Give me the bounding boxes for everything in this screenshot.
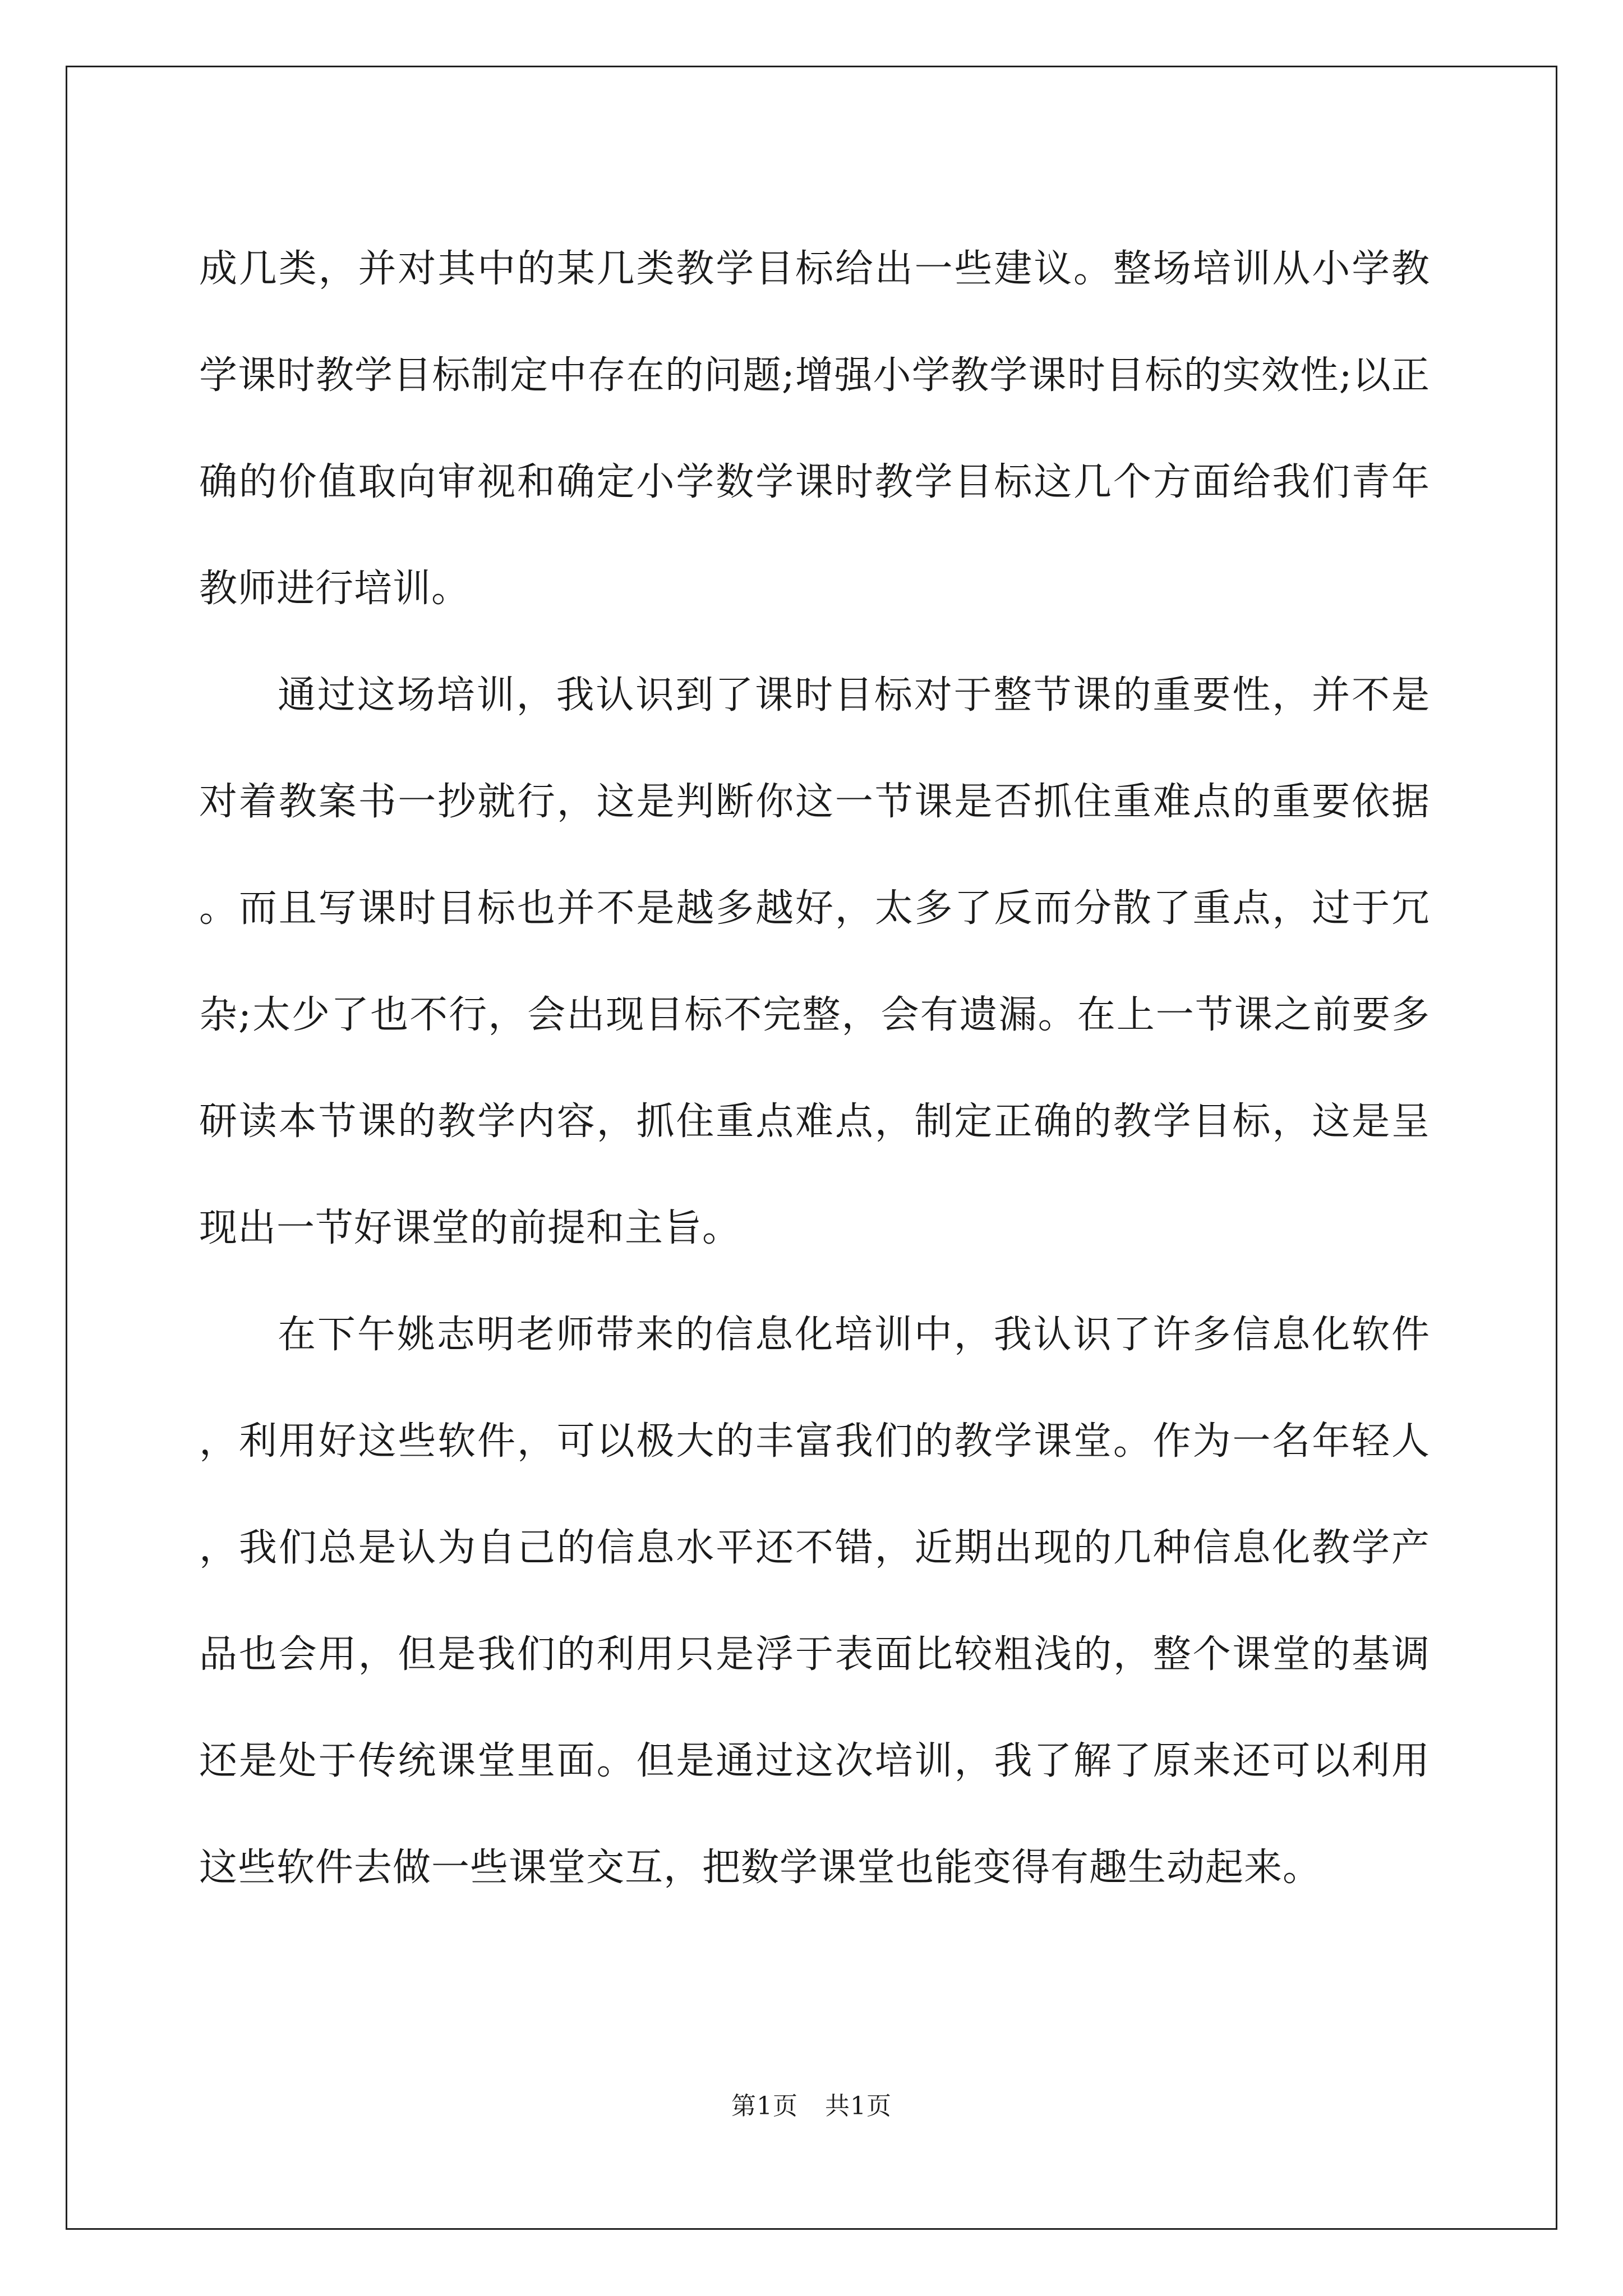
page-number-current: 第1页 xyxy=(731,2092,798,2120)
page-footer xyxy=(0,2086,1623,2122)
paragraph-3: 在下午姚志明老师带来的信息化培训中，我认识了许多信息化软件，利用好这些软件，可以极大的丰富我们的教学课堂。作为一名年轻人，我们总是认为自己的信息水平还不错，近期出现的几种信息化教学产品也会用，但是我们的利用只是浮于表面比较粗浅的，整个课堂的基调还是处于传统课堂里面。但是通过这次培训，我了解了原来还可以利用这些软件去做一些课堂交互，把数学课堂也能变得有趣生动起来。 xyxy=(199,1313,1430,1890)
paragraph-2: 通过这场培训，我认识到了课时目标对于整节课的重要性，并不是对着教案书一抄就行，这是判断你这一节课是否抓住重难点的重要依据。而且写课时目标也并不是越多越好，太多了反而分散了重点，过于冗杂;太少了也不行，会出现目标不完整，会有遗漏。在上一节课之前要多研读本节课的教学内容，抓住重点难点，制定正确的教学目标，这是呈现出一节好课堂的前提和主旨。 xyxy=(199,673,1430,1250)
document-body xyxy=(199,216,1430,1921)
page-number-total: 共1页 xyxy=(825,2092,892,2120)
paragraph-1: 成几类，并对其中的某几类教学目标给出一些建议。整场培训从小学教学课时教学目标制定中存在的问题;增强小学教学课时目标的实效性;以正确的价值取向审视和确定小学数学课时教学目标这几个方面给我们青年教师进行培训。 xyxy=(199,247,1430,611)
